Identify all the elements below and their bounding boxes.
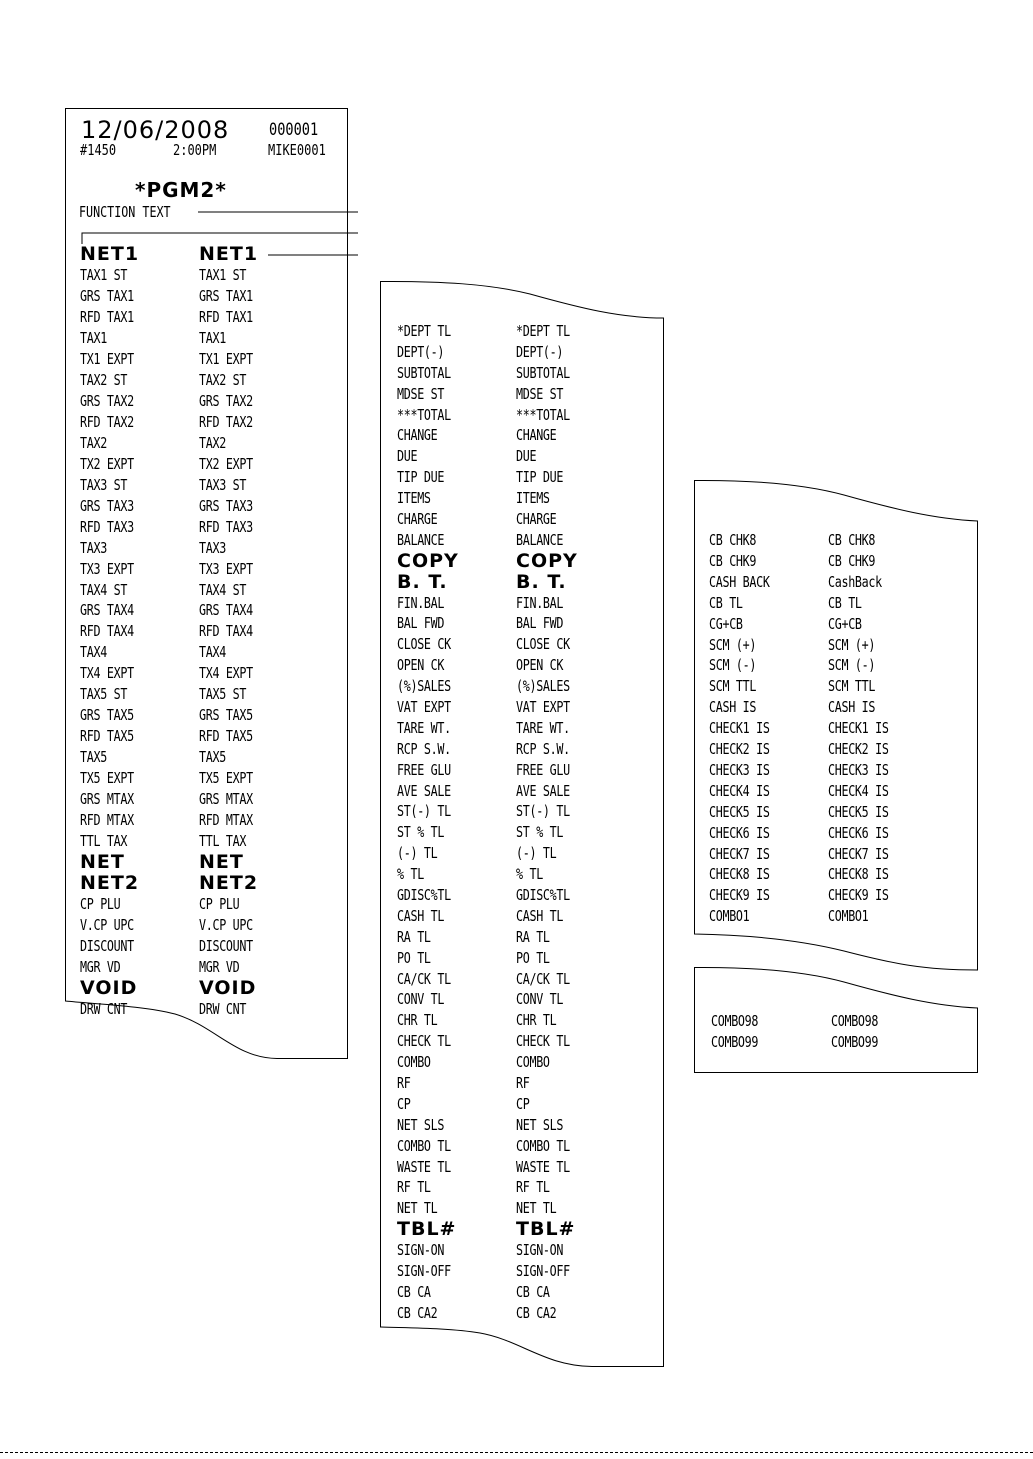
function-name-default: ITEMS [397,489,431,508]
function-name-default: TAX1 [80,328,107,347]
function-name-programmed: ST(-) TL [516,802,570,821]
function-name-default: CB TL [709,593,743,612]
function-name-default: % TL [397,865,424,884]
function-name-default: B. T. [397,570,448,593]
function-name-programmed: DISCOUNT [199,937,253,955]
function-name-programmed: CHECK7 IS [828,844,889,863]
function-name-programmed: DUE [516,447,537,466]
function-name-programmed: SIGN-ON [516,1241,564,1260]
function-name-default: CHECK3 IS [709,760,770,779]
function-name-programmed: TAX4 [199,643,226,662]
function-name-default: ST(-) TL [397,802,451,821]
function-name-default: CB CA2 [397,1303,438,1322]
function-name-programmed: RF TL [516,1178,550,1197]
function-name-programmed: FIN.BAL [516,593,564,612]
function-name-programmed: CHARGE [516,510,557,528]
function-name-programmed: CASH IS [828,698,876,717]
function-name-default: TX2 EXPT [80,454,134,473]
clerk-code: MIKE0001 [268,141,326,159]
function-name-programmed: CB TL [828,593,862,612]
receipt-2 [380,280,665,1368]
function-name-programmed: TAX3 [199,538,226,557]
function-name-default: ST % TL [397,823,445,842]
function-name-default: CB CHK8 [709,531,757,549]
function-name-programmed: AVE SALE [516,781,570,800]
function-name-default: CP PLU [80,895,121,914]
function-name-programmed: TX3 EXPT [199,559,253,578]
function-name-default: WASTE TL [397,1157,451,1176]
function-name-programmed: TX1 EXPT [199,349,253,368]
function-name-programmed: CHECK3 IS [828,760,889,779]
function-name-default: TX5 EXPT [80,769,134,788]
machine-number: #1450 [80,141,117,159]
function-name-programmed: TAX1 ST [199,265,247,284]
function-name-programmed: RFD TAX5 [199,727,253,746]
function-name-programmed: CB CHK8 [828,531,876,549]
function-name-programmed: CLOSE CK [516,635,570,654]
function-name-programmed: B. T. [516,570,567,593]
function-name-default: CHECK7 IS [709,844,770,863]
consecutive-number: 000001 [269,120,319,140]
function-name-programmed: CHECK1 IS [828,719,889,738]
function-name-default: RF TL [397,1178,431,1197]
function-name-default: TAX3 [80,538,107,557]
function-name-programmed: CHECK4 IS [828,781,889,800]
function-name-programmed: TAX2 ST [199,370,247,389]
function-name-programmed: CASH TL [516,906,564,925]
function-name-default: SUBTOTAL [397,363,451,382]
function-name-default: PO TL [397,948,431,967]
function-name-default: GDISC%TL [397,886,451,905]
function-name-default: CB CHK9 [709,551,757,570]
function-name-default: CASH BACK [709,572,770,591]
function-name-programmed: TX2 EXPT [199,454,253,473]
function-name-default: COMBO [397,1053,431,1072]
function-name-programmed: CP [516,1094,530,1113]
function-name-default: GRS TAX4 [80,601,134,620]
function-name-programmed: RFD TAX4 [199,622,253,641]
function-name-programmed: ***TOTAL [516,405,570,424]
function-name-default: TAX1 ST [80,265,128,284]
function-name-programmed: COMBO99 [831,1033,879,1051]
function-name-default: TX1 EXPT [80,349,134,368]
function-name-programmed: GRS TAX4 [199,601,253,620]
function-name-programmed: (-) TL [516,844,557,863]
function-name-default: RFD TAX2 [80,412,134,431]
function-name-default: CASH IS [709,698,757,717]
function-name-programmed: GRS TAX3 [199,496,253,515]
function-name-default: NET2 [80,872,140,895]
function-name-default: TTL TAX [80,832,128,851]
function-name-default: RFD TAX1 [80,307,134,326]
function-name-programmed: CHECK9 IS [828,886,889,905]
function-name-programmed: GDISC%TL [516,886,570,905]
function-name-programmed: NET2 [199,872,259,895]
function-name-default: TIP DUE [397,468,445,487]
function-name-programmed: OPEN CK [516,656,564,675]
function-name-default: CHECK9 IS [709,886,770,905]
function-name-programmed: CashBack [828,572,882,591]
function-name-programmed: SCM (+) [828,635,876,654]
function-name-programmed: V.CP UPC [199,916,253,935]
function-name-default: GRS TAX2 [80,391,134,410]
function-name-default: NET1 [80,243,140,265]
function-name-default: CHECK6 IS [709,823,770,842]
function-name-programmed: ITEMS [516,489,550,508]
function-name-default: CLOSE CK [397,635,451,654]
function-name-default: COMBO98 [711,1012,759,1030]
function-name-programmed: TX5 EXPT [199,769,253,788]
function-name-programmed: RA TL [516,927,550,946]
function-name-default: AVE SALE [397,781,451,800]
function-name-default: NET TL [397,1199,438,1218]
function-name-programmed: CHECK5 IS [828,802,889,821]
function-name-default: FREE GLU [397,760,451,779]
receipt-3 [694,479,979,975]
function-name-default: TAX5 ST [80,685,128,704]
function-name-default: CHECK1 IS [709,719,770,738]
function-name-default: COMBO99 [711,1033,759,1051]
function-name-programmed: TAX1 [199,328,226,347]
function-name-programmed: FREE GLU [516,760,570,779]
function-name-programmed: BALANCE [516,530,564,549]
function-name-default: VAT EXPT [397,698,451,717]
function-name-default: DUE [397,447,418,466]
function-name-default: *DEPT TL [397,322,451,340]
function-name-programmed: (%)SALES [516,677,570,696]
function-name-default: TBL# [397,1218,457,1241]
function-name-default: V.CP UPC [80,916,134,935]
function-name-programmed: NET SLS [516,1115,564,1134]
function-name-default: TX3 EXPT [80,559,134,578]
function-name-default: CONV TL [397,990,445,1009]
function-name-programmed: NET [199,851,244,874]
function-name-default: CASH TL [397,906,445,925]
function-name-default: GRS TAX3 [80,496,134,515]
function-name-default: SCM (-) [709,656,757,675]
leader-lines [0,0,1033,300]
function-name-default: BALANCE [397,530,445,549]
function-name-default: CHECK4 IS [709,781,770,800]
function-name-programmed: GRS TAX5 [199,706,253,725]
function-name-default: TAX4 ST [80,580,128,599]
program-title: *PGM2* [135,178,227,202]
receipt-4 [694,966,979,1074]
function-name-default: SCM TTL [709,677,757,696]
function-name-default: NET SLS [397,1115,445,1134]
function-name-programmed: CHECK TL [516,1032,570,1051]
function-name-default: MGR VD [80,957,121,976]
function-name-default: (-) TL [397,844,438,863]
function-name-programmed: % TL [516,865,543,884]
function-name-default: (%)SALES [397,677,451,696]
function-name-programmed: NET1 [199,243,259,265]
function-name-programmed: CONV TL [516,990,564,1009]
function-name-default: TX4 EXPT [80,664,134,683]
function-name-programmed: GRS MTAX [199,790,253,809]
function-name-programmed: WASTE TL [516,1157,570,1176]
function-name-programmed: TBL# [516,1218,576,1241]
function-name-programmed: COMBO1 [828,907,869,926]
function-name-default: COPY [397,549,459,572]
function-name-programmed: TTL TAX [199,832,247,851]
function-name-default: FIN.BAL [397,593,445,612]
function-name-default: RFD TAX3 [80,517,134,536]
function-name-default: TAX3 ST [80,475,128,494]
function-name-default: RF [397,1074,411,1093]
function-name-programmed: CG+CB [828,614,862,633]
function-name-default: SIGN-ON [397,1241,445,1260]
function-name-programmed: COMBO [516,1053,550,1072]
function-name-programmed: TAX4 ST [199,580,247,599]
function-name-default: OPEN CK [397,656,445,675]
function-name-programmed: CHECK8 IS [828,865,889,884]
function-name-programmed: RFD TAX2 [199,412,253,431]
function-name-default: GRS TAX1 [80,286,134,305]
function-name-programmed: DEPT(-) [516,342,564,361]
function-name-programmed: CP PLU [199,895,240,914]
function-name-programmed: TAX3 ST [199,475,247,494]
function-name-default: DISCOUNT [80,937,134,955]
function-name-default: CHARGE [397,510,438,528]
function-name-programmed: SCM TTL [828,677,876,696]
function-name-default: CHANGE [397,426,438,445]
function-name-programmed: CHECK2 IS [828,740,889,758]
function-name-default: BAL FWD [397,614,445,633]
function-name-programmed: VOID [199,976,257,999]
function-name-programmed: RFD TAX1 [199,307,253,326]
function-name-programmed: CHANGE [516,426,557,445]
function-name-default: RFD TAX5 [80,727,134,746]
function-name-default: CHECK5 IS [709,802,770,821]
function-name-programmed: GRS TAX1 [199,286,253,305]
function-name-default: CHECK2 IS [709,740,770,758]
function-name-programmed: VAT EXPT [516,698,570,717]
function-name-programmed: TIP DUE [516,468,564,487]
function-name-default: GRS TAX5 [80,706,134,725]
function-name-default: ***TOTAL [397,405,451,424]
function-name-default: CB CA [397,1282,431,1301]
function-name-default: TAX5 [80,748,107,767]
function-name-programmed: RF [516,1074,530,1093]
function-name-default: CA/CK TL [397,969,451,988]
function-name-default: TAX2 ST [80,370,128,389]
function-name-programmed: CA/CK TL [516,969,570,988]
function-name-programmed: CB CA2 [516,1303,557,1322]
function-name-programmed: SUBTOTAL [516,363,570,382]
function-name-default: COMBO1 [709,907,750,926]
function-name-programmed: ST % TL [516,823,564,842]
function-name-programmed: COMBO98 [831,1012,879,1030]
function-name-programmed: CHECK6 IS [828,823,889,842]
function-name-default: TAX2 [80,433,107,452]
function-name-programmed: NET TL [516,1199,557,1218]
function-name-default: RFD MTAX [80,811,134,830]
function-name-default: SCM (+) [709,635,757,654]
function-name-programmed: MDSE ST [516,384,564,403]
function-name-programmed: TARE WT. [516,718,570,737]
function-name-programmed: TX4 EXPT [199,664,253,683]
function-name-programmed: BAL FWD [516,614,564,633]
function-name-default: VOID [80,976,138,999]
function-name-programmed: CB CA [516,1282,550,1301]
function-name-default: CHR TL [397,1011,438,1030]
function-name-default: RFD TAX4 [80,622,134,641]
function-name-programmed: GRS TAX2 [199,391,253,410]
function-name-default: CHECK8 IS [709,865,770,884]
receipt-date: 12/06/2008 [81,116,230,144]
function-name-default: CP [397,1094,411,1113]
function-name-default: RCP S.W. [397,739,451,758]
function-name-programmed: *DEPT TL [516,322,570,340]
function-name-default: CHECK TL [397,1032,451,1051]
function-name-programmed: RCP S.W. [516,739,570,758]
function-name-default: CG+CB [709,614,743,633]
function-name-default: NET [80,851,125,874]
function-name-default: COMBO TL [397,1136,451,1155]
function-name-default: DRW CNT [80,999,128,1018]
function-name-programmed: COMBO TL [516,1136,570,1155]
function-name-default: RA TL [397,927,431,946]
function-name-programmed: PO TL [516,948,550,967]
function-name-programmed: TAX2 [199,433,226,452]
page-rule [0,1452,1033,1453]
function-name-default: TAX4 [80,643,107,662]
function-name-default: GRS MTAX [80,790,134,809]
function-name-programmed: DRW CNT [199,999,247,1018]
function-name-programmed: RFD TAX3 [199,517,253,536]
function-name-programmed: CB CHK9 [828,551,876,570]
function-name-programmed: MGR VD [199,957,240,976]
function-text-label: FUNCTION TEXT [79,203,171,221]
function-name-default: SIGN-OFF [397,1262,451,1281]
function-name-programmed: CHR TL [516,1011,557,1030]
function-name-default: TARE WT. [397,718,451,737]
function-name-programmed: TAX5 [199,748,226,767]
function-name-programmed: RFD MTAX [199,811,253,830]
function-name-programmed: SIGN-OFF [516,1262,570,1281]
function-name-programmed: TAX5 ST [199,685,247,704]
function-name-default: MDSE ST [397,384,445,403]
function-name-programmed: COPY [516,549,578,572]
function-name-default: DEPT(-) [397,342,445,361]
receipt-time: 2:00PM [173,141,217,159]
function-name-programmed: SCM (-) [828,656,876,675]
